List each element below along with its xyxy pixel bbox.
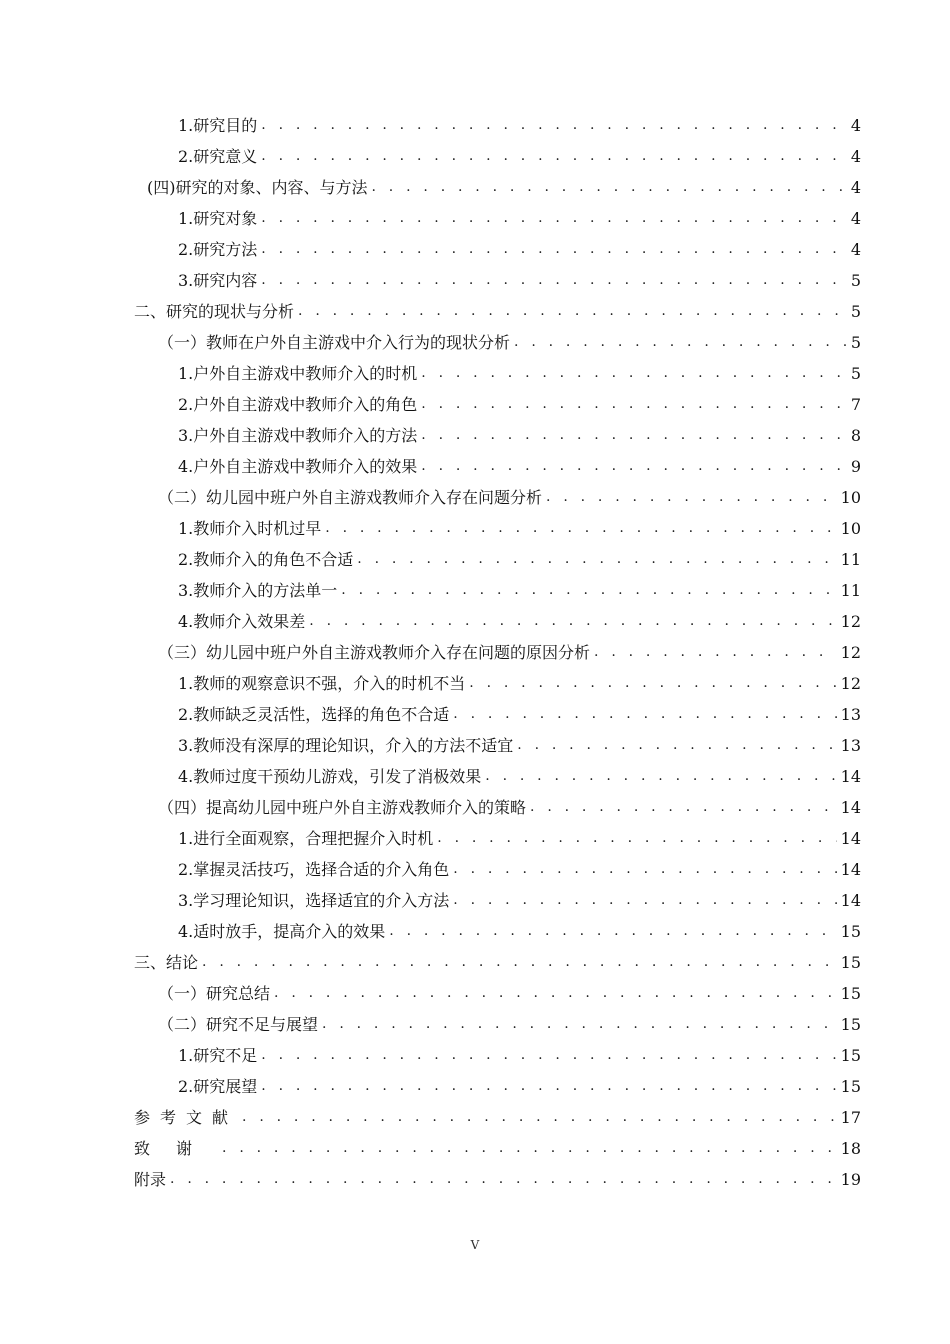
toc-entry[interactable] (134, 327, 861, 358)
toc-entry[interactable] (134, 1133, 861, 1164)
toc-dot-leader (514, 327, 847, 358)
toc-entry-title: （四）提高幼儿园中班户外自主游戏教师介入的策略 (158, 798, 527, 817)
toc-entry-title: 2.户外自主游戏中教师介入的角色 (178, 395, 418, 414)
toc-entry-title: 2.教师介入的角色不合适 (178, 550, 354, 569)
toc-entry-title: 1.研究不足 (178, 1046, 258, 1065)
toc-entry-title: 2.研究方法 (178, 240, 258, 259)
toc-entry-title: 致谢 (134, 1139, 219, 1158)
toc-dot-leader (298, 296, 847, 327)
toc-entry-title: 2.研究展望 (178, 1077, 258, 1096)
toc-entry-title: 3.教师没有深厚的理论知识，介入的方法不适宜 (178, 736, 514, 755)
toc-entry-page: 10 (840, 488, 861, 507)
toc-entry-page: 14 (840, 767, 861, 786)
toc-entry[interactable] (134, 606, 861, 637)
toc-entry-page: 10 (840, 519, 861, 538)
toc-entry-page: 7 (850, 395, 861, 414)
toc-entry-title: （二）研究不足与展望 (158, 1015, 319, 1034)
toc-entry-page: 19 (840, 1170, 861, 1189)
toc-entry-page: 4 (850, 209, 861, 228)
toc-entry-title: (四)研究的对象、内容、与方法 (147, 178, 368, 197)
toc-entry-page: 14 (840, 798, 861, 817)
toc-entry[interactable] (134, 110, 861, 141)
toc-dot-leader (325, 513, 836, 544)
toc-entry[interactable] (134, 885, 861, 916)
toc-entry-page: 4 (850, 240, 861, 259)
table-of-contents (134, 110, 861, 1195)
toc-entry-page: 13 (840, 736, 861, 755)
toc-entry[interactable] (134, 1040, 861, 1071)
toc-entry-title: 1.进行全面观察，合理把握介入时机 (178, 829, 434, 848)
toc-entry-title: 三、结论 (134, 953, 199, 972)
toc-dot-leader (261, 1071, 836, 1102)
toc-entry-page: 9 (850, 457, 861, 476)
toc-entry-title: 4.户外自主游戏中教师介入的效果 (178, 457, 418, 476)
toc-dot-leader (485, 761, 836, 792)
toc-entry-page: 15 (840, 922, 861, 941)
toc-entry[interactable] (134, 730, 861, 761)
toc-entry-page: 18 (840, 1139, 861, 1158)
toc-entry-title: 2.教师缺乏灵活性，选择的角色不合适 (178, 705, 450, 724)
toc-entry-title: （一）教师在户外自主游戏中介入行为的现状分析 (158, 333, 511, 352)
toc-entry-title: 3.教师介入的方法单一 (178, 581, 338, 600)
toc-dot-leader (261, 1040, 836, 1071)
toc-entry[interactable] (134, 699, 861, 730)
toc-dot-leader (372, 172, 847, 203)
toc-dot-leader (453, 854, 836, 885)
toc-entry[interactable] (134, 1164, 861, 1195)
toc-dot-leader (261, 265, 847, 296)
toc-entry-title: （二）幼儿园中班户外自主游戏教师介入存在问题分析 (158, 488, 543, 507)
toc-entry-title: 2.研究意义 (178, 147, 258, 166)
toc-entry[interactable] (134, 265, 861, 296)
toc-entry-page: 14 (840, 829, 861, 848)
toc-entry[interactable] (134, 978, 861, 1009)
toc-entry-page: 12 (840, 674, 861, 693)
toc-entry-page: 4 (850, 147, 861, 166)
toc-dot-leader (261, 110, 847, 141)
toc-entry-title: 3.户外自主游戏中教师介入的方法 (178, 426, 418, 445)
toc-entry[interactable] (134, 761, 861, 792)
toc-dot-leader (546, 482, 837, 513)
toc-entry[interactable] (134, 792, 861, 823)
toc-entry[interactable] (134, 451, 861, 482)
toc-entry-page: 15 (840, 1046, 861, 1065)
toc-entry-title: 二、研究的现状与分析 (134, 302, 295, 321)
toc-entry-title: 4.教师过度干预幼儿游戏，引发了消极效果 (178, 767, 482, 786)
toc-entry-page: 8 (850, 426, 861, 445)
toc-entry-title: 2.掌握灵活技巧，选择合适的介入角色 (178, 860, 450, 879)
toc-dot-leader (421, 389, 847, 420)
toc-entry[interactable] (134, 234, 861, 265)
toc-entry[interactable] (134, 947, 861, 978)
toc-entry-title: 1.研究对象 (178, 209, 258, 228)
toc-entry[interactable] (134, 513, 861, 544)
toc-entry-title: 1.教师介入时机过早 (178, 519, 322, 538)
toc-entry[interactable] (134, 389, 861, 420)
toc-dot-leader (322, 1009, 837, 1040)
toc-entry-page: 12 (840, 643, 861, 662)
toc-dot-leader (594, 637, 837, 668)
toc-dot-leader (517, 730, 836, 761)
toc-entry-page: 14 (840, 860, 861, 879)
toc-entry-page: 12 (840, 612, 861, 631)
toc-entry[interactable] (134, 1009, 861, 1040)
toc-entry[interactable] (134, 1071, 861, 1102)
toc-entry-page: 5 (850, 271, 861, 290)
toc-entry[interactable] (134, 172, 861, 203)
toc-entry-title: （一）研究总结 (158, 984, 271, 1003)
toc-entry[interactable] (134, 358, 861, 389)
toc-entry-title: 3.研究内容 (178, 271, 258, 290)
toc-entry-page: 15 (840, 984, 861, 1003)
toc-entry-page: 13 (840, 705, 861, 724)
toc-dot-leader (530, 792, 837, 823)
toc-entry[interactable] (134, 823, 861, 854)
toc-entry[interactable] (134, 668, 861, 699)
toc-entry[interactable] (134, 916, 861, 947)
toc-dot-leader (261, 141, 847, 172)
toc-entry-page: 17 (840, 1108, 861, 1127)
toc-entry[interactable] (134, 482, 861, 513)
toc-entry-title: 1.研究目的 (178, 116, 258, 135)
toc-entry[interactable] (134, 203, 861, 234)
toc-dot-leader (309, 606, 836, 637)
toc-entry[interactable] (134, 141, 861, 172)
toc-entry[interactable] (134, 1102, 861, 1133)
toc-entry-title: 1.教师的观察意识不强，介入的时机不当 (178, 674, 466, 693)
toc-entry-page: 4 (850, 178, 861, 197)
toc-dot-leader (357, 544, 836, 575)
toc-dot-leader (421, 451, 847, 482)
toc-dot-leader (421, 420, 847, 451)
toc-dot-leader (421, 358, 847, 389)
toc-dot-leader (222, 1133, 837, 1164)
toc-dot-leader (453, 699, 836, 730)
toc-entry-title: 3.学习理论知识，选择适宜的介入方法 (178, 891, 450, 910)
toc-entry-page: 4 (850, 116, 861, 135)
toc-entry-page: 15 (840, 1077, 861, 1096)
toc-entry-page: 5 (850, 302, 861, 321)
toc-entry-title: 4.教师介入效果差 (178, 612, 306, 631)
toc-dot-leader (469, 668, 836, 699)
toc-entry-page: 15 (840, 1015, 861, 1034)
toc-entry-title: （三）幼儿园中班户外自主游戏教师介入存在问题的原因分析 (158, 643, 591, 662)
toc-entry[interactable] (134, 854, 861, 885)
toc-dot-leader (341, 575, 836, 606)
toc-dot-leader (261, 203, 847, 234)
toc-entry-page: 5 (850, 333, 861, 352)
toc-entry[interactable] (134, 420, 861, 451)
toc-dot-leader (453, 885, 836, 916)
toc-entry[interactable] (134, 544, 861, 575)
toc-dot-leader (242, 1102, 837, 1133)
toc-entry-page: 11 (840, 581, 861, 600)
toc-entry[interactable] (134, 575, 861, 606)
toc-dot-leader (261, 234, 847, 265)
toc-entry[interactable] (134, 637, 861, 668)
toc-entry-title: 参考文献 (134, 1108, 239, 1127)
toc-dot-leader (274, 978, 837, 1009)
toc-entry-page: 15 (840, 953, 861, 972)
toc-dot-leader (389, 916, 836, 947)
page-number: V (470, 1238, 480, 1252)
toc-entry-page: 11 (840, 550, 861, 569)
toc-dot-leader (202, 947, 837, 978)
toc-entry-title: 附录 (134, 1170, 167, 1189)
toc-entry-title: 1.户外自主游戏中教师介入的时机 (178, 364, 418, 383)
toc-entry-page: 5 (850, 364, 861, 383)
toc-entry[interactable] (134, 296, 861, 327)
toc-dot-leader (170, 1164, 837, 1195)
toc-dot-leader (437, 823, 836, 854)
toc-entry-title: 4.适时放手，提高介入的效果 (178, 922, 386, 941)
toc-entry-page: 14 (840, 891, 861, 910)
